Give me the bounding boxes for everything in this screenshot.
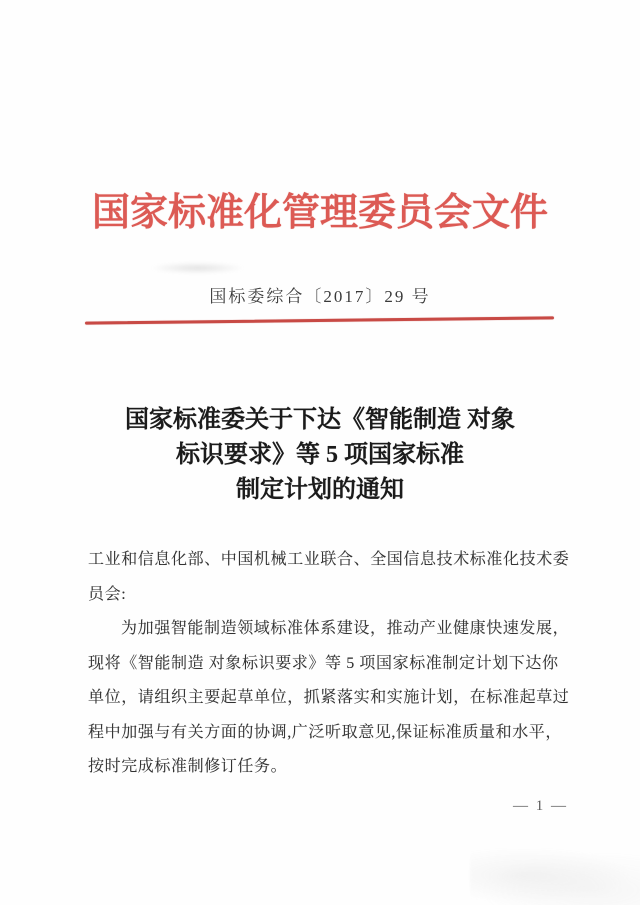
scan-smudge (150, 262, 245, 274)
document-title-line: 标识要求》等 5 项国家标准 (176, 442, 464, 468)
scan-smudge (470, 848, 640, 905)
addressee-line: 工业和信息化部、中国机械工业联合、全国信息技术标准化技术委 (88, 551, 570, 568)
red-separator-line (85, 316, 554, 324)
doc-number: 国标委综合〔2017〕29 号 (209, 287, 431, 306)
document-title-line: 制定计划的通知 (236, 477, 404, 503)
document-body (88, 543, 570, 785)
body-paragraph-line: 为加强智能制造领域标准体系建设，推动产业健康快速发展， (121, 620, 570, 637)
page-number: — 1 — (513, 798, 568, 814)
body-paragraph-line: 单位，请组织主要起草单位，抓紧落实和实施计划，在标准起草过 (88, 689, 570, 706)
body-paragraph-line: 按时完成标准制修订任务。 (88, 758, 288, 775)
document-title-line: 国家标准委关于下达《智能制造 对象 (125, 407, 515, 433)
agency-header-title: 国家标准化管理委员会文件 (91, 192, 548, 234)
addressee-line: 员会: (88, 585, 127, 603)
body-paragraph-line: 现将《智能制造 对象标识要求》等 5 项国家标准制定计划下达你 (88, 654, 559, 672)
document-title (0, 403, 640, 508)
body-paragraph-line: 程中加强与有关方面的协调,广泛听取意见,保证标准质量和水平， (88, 723, 563, 741)
